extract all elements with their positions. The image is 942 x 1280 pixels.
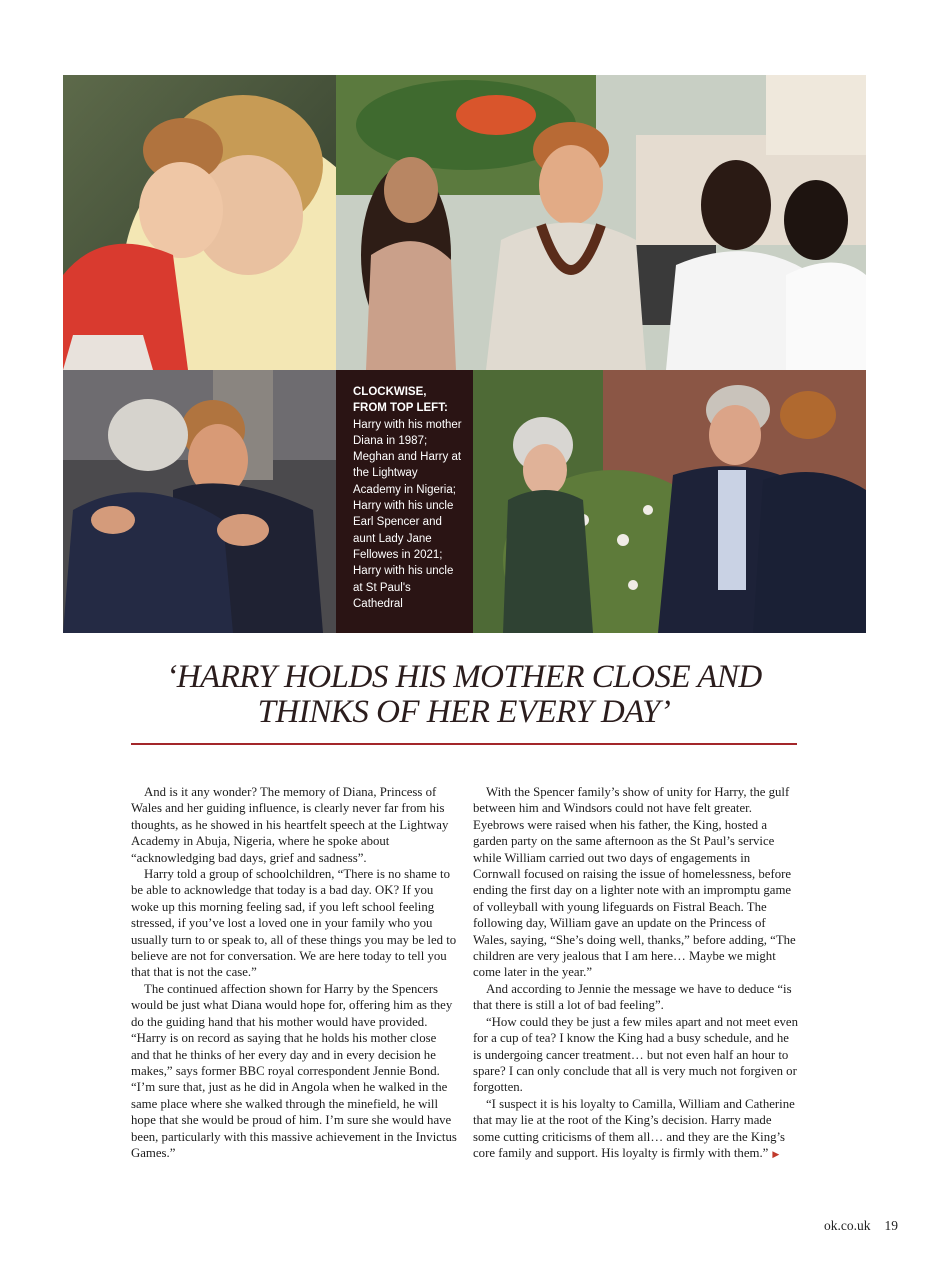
article-column-right xyxy=(473,784,799,1162)
article-column-left xyxy=(131,784,457,1161)
caption-head: CLOCKWISE, FROM TOP LEFT: xyxy=(353,386,448,415)
photo-caption xyxy=(336,370,473,633)
divider-rule xyxy=(131,743,797,745)
article-paragraph-last xyxy=(473,1096,799,1163)
photo-meghan-harry-nigeria xyxy=(336,75,866,370)
photo-harry-diana-1987 xyxy=(63,75,336,370)
page-footer xyxy=(810,1218,898,1234)
article-paragraph: And is it any wonder? The memory of Diana, Princess of Wales and her guiding influence, is clearly never far from his thoughts, as he showed in his heartfelt speech at the Lightway Academy in Abuja, Nigeria, where he spoke about “acknowledging bad days, grief and sadness”. xyxy=(131,785,449,865)
article-paragraph: The continued affection shown for Harry by the Spencers would be just what Diana would hope for, offering him as they do the guiding hand that his mother would have provided. “Harry is on record as saying that he holds his mother close and that he thinks of her every day and in every decision he makes,” says former BBC royal correspondent Jennie Bond. “I’m sure that, just as he did in Angola when he walked in the same place where she walked through the minefield, he will hope that she would be proud of him. I’m sure she would have been, particularly with this massive achievement in the Invictus Games.” xyxy=(131,981,457,1160)
site-url: ok.co.uk xyxy=(824,1218,871,1233)
article-paragraph: Harry told a group of schoolchildren, “There is no shame to be able to acknowledge that today is a bad day. OK? If you woke up this morning feeling sad, if you left school feeling stressed, if you’ve lost a loved one in your family who you usually turn to or speak to, all of these things you may be led to believe are not for conversation. We are here today to tell you that that is not the case.” xyxy=(131,867,457,980)
article-paragraph: With the Spencer family’s show of unity for Harry, the gulf between him and Windsors could not have felt greater. Eyebrows were raised when his father, the King, hosted a garden party on the same afternoon as the St Paul’s service while William carried out two days of engagements in Cornwall focused on raising the issue of homelessness, before ending the first day on a lighter note with an impromptu game of volleyball with young lifeguards on Fistral Beach. The following day, William gave an update on the Princess of Wales, saying, “She’s doing well, thanks,” before adding, “The children are very jealous that I am here… Maybe we might come later in the year.” xyxy=(473,785,796,980)
caption-body: Harry with his mother Diana in 1987; Meghan and Harry at the Lightway Academy in Nigeria; Harry with his uncle Earl Spencer and aunt Lady Jane Fellowes in 2021; Harry with his uncle at St Paul's Cathedral xyxy=(353,418,462,610)
photo-harry-uncle-st-pauls xyxy=(63,370,336,633)
article-paragraph: And according to Jennie the message we have to deduce “is that there is still a lot of bad feeling”. xyxy=(473,981,792,1013)
article-paragraph-text: “I suspect it is his loyalty to Camilla, William and Catherine that may lie at the root of the King’s decision. Harry made some cutting criticisms of them all… and they are the King’s core family and support. His loyalty is firmly with them.” xyxy=(473,1096,795,1160)
page-number: 19 xyxy=(884,1218,898,1233)
article-paragraph: “How could they be just a few miles apart and not meet even for a cup of tea? I know the King had a busy schedule, and he is undergoing cancer treatment… but not even half an hour to spare? I can only conclude that all is very much not forgiven or forgotten. xyxy=(473,1014,798,1095)
end-of-article-triangle-icon: ▶ xyxy=(772,1148,780,1159)
pull-quote: ‘HARRY HOLDS HIS MOTHER CLOSE AND THINKS OF HER EVERY DAY’ xyxy=(166,659,762,730)
photo-harry-spencer-family-2021 xyxy=(473,370,866,633)
